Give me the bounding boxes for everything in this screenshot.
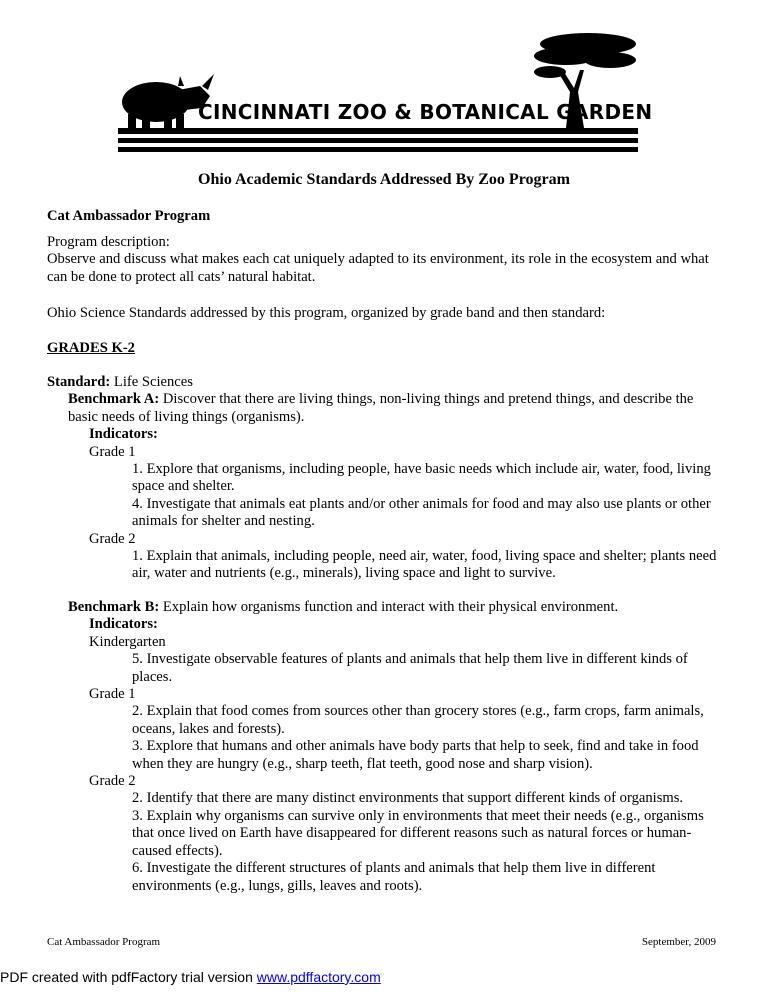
pdffactory-link[interactable]: www.pdffactory.com: [256, 969, 381, 985]
grade-label: Grade 2: [89, 773, 136, 790]
zoo-logo: [118, 30, 653, 156]
footer-program: Cat Ambassador Program: [47, 936, 161, 948]
footer-date: September, 2009: [641, 936, 716, 948]
benchmark-a-label: Benchmark A:: [68, 391, 160, 408]
indicator-item: 3. Explain why organisms can survive only in environments that meet their needs (e.g., organisms that once lived on Earth have disappeared for different reasons such as natural forces or human-caused effects).: [132, 807, 704, 859]
grade-label: Grade 2: [89, 530, 136, 547]
standard-line: [47, 374, 727, 391]
pdf-credit: [0, 969, 440, 986]
grade-label: Kindergarten: [89, 633, 166, 650]
logo-text: CINCINNATI ZOO & BOTANICAL GARDEN: [198, 100, 653, 124]
logo-graphic: [118, 30, 653, 156]
description-label: Program description:: [47, 234, 170, 250]
benchmark-b: [68, 599, 727, 616]
pdf-credit-text: PDF created with pdfFactory trial version: [0, 969, 257, 985]
standard-value: Life Sciences: [113, 374, 193, 390]
indicator-item: 2. Explain that food comes from sources other than grocery stores (e.g., farm crops, farm animals, oceans, lakes and forests).: [132, 703, 704, 737]
indicator-item: 2. Identify that there are many distinct environments that support different kinds of organisms.: [132, 790, 684, 807]
grade-band-heading: GRADES K-2: [47, 340, 135, 356]
page-title: Ohio Academic Standards Addressed By Zoo Program: [198, 171, 570, 188]
indicators-label: Indicators:: [89, 426, 158, 443]
indicator-item: 3. Explore that humans and other animals have body parts that help to seek, find and take in food when they are hungry (e.g., sharp teeth, flat teeth, good nose and sharp vision).: [132, 738, 699, 772]
description-text: Observe and discuss what makes each cat uniquely adapted to its environment, its role in the ecosystem and what can be done to protect all cats’ natural habitat.: [47, 251, 709, 285]
indicator-item: 5. Investigate observable features of plants and animals that help them live in different kinds of places.: [132, 651, 688, 685]
benchmark-b-section: [47, 599, 727, 895]
program-name: Cat Ambassador Program: [47, 208, 211, 224]
benchmark-a-text: Discover that there are living things, non-living things and pretend things, and describe the basic needs of living things (organisms).: [68, 391, 694, 425]
indicator-item: 1. Explore that organisms, including people, have basic needs which include air, water, food, living space and shelter.: [132, 461, 711, 495]
grade-label: Grade 1: [89, 443, 136, 460]
program-description: [47, 234, 727, 286]
standard-label: Standard:: [47, 374, 111, 390]
indicators-label: Indicators:: [89, 616, 158, 633]
indicator-item: 4. Investigate that animals eat plants and/or other animals for food and may also use plants or other animals for shelter and nesting.: [132, 495, 711, 530]
benchmark-a-section: [47, 374, 727, 583]
benchmark-b-text: Explain how organisms function and interact with their physical environment.: [162, 599, 619, 615]
indicator-item: 1. Explain that animals, including people, need air, water, food, living space and shelter; plants need air, water and nutrients (e.g., minerals), living space and light to survive.: [132, 548, 717, 582]
benchmark-a: [68, 391, 727, 426]
benchmark-b-label: Benchmark B:: [68, 599, 160, 615]
grade-label: Grade 1: [89, 686, 136, 703]
indicator-item: 6. Investigate the different structures of plants and animals that help them live in different environments (e.g., lungs, gills, leaves and roots).: [132, 860, 656, 894]
intro-text: Ohio Science Standards addressed by this program, organized by grade band and then standard:: [47, 305, 606, 321]
